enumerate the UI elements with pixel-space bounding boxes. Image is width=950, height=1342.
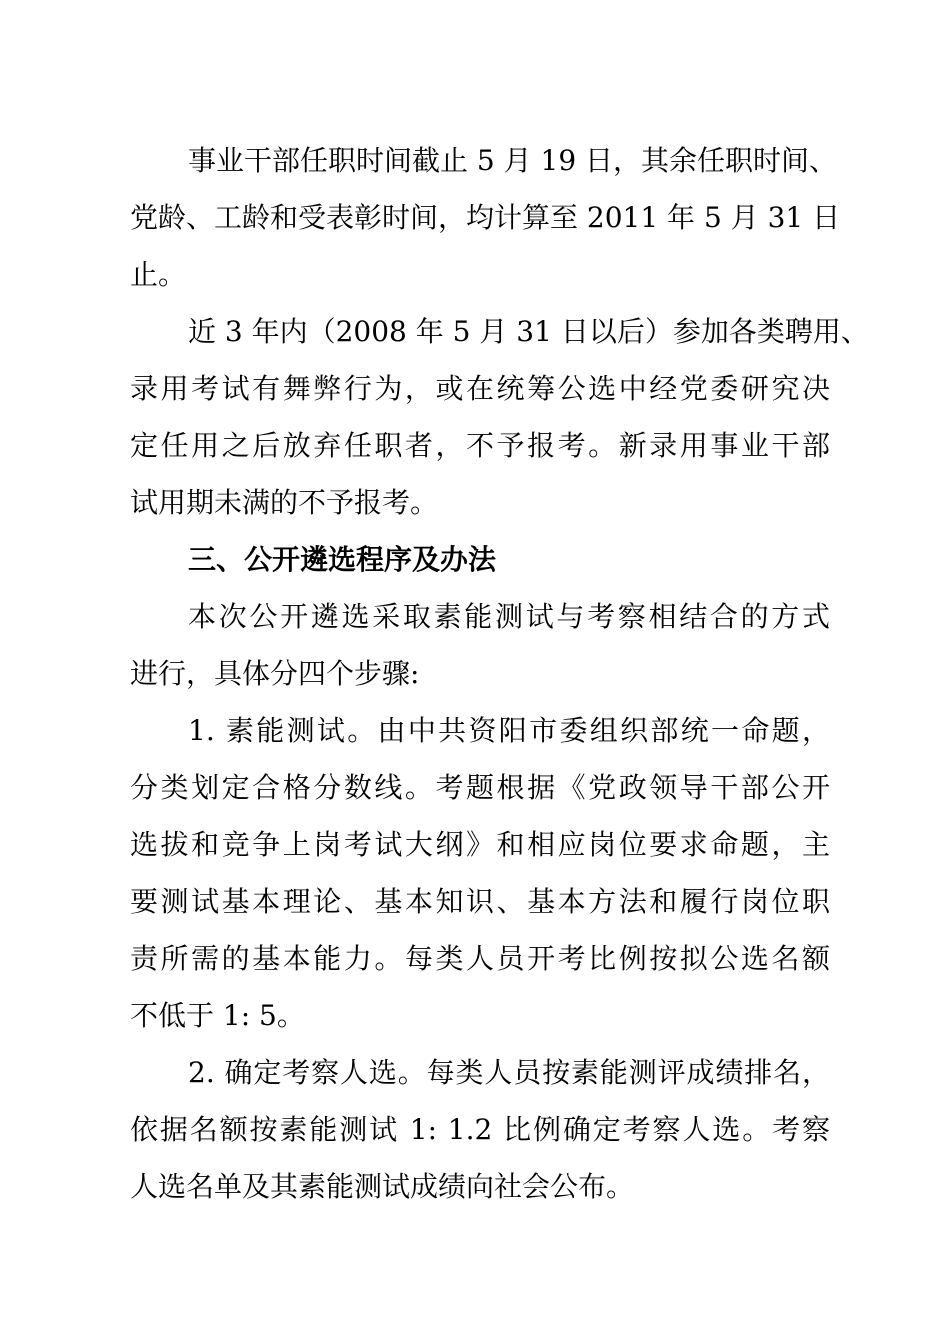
paragraph-1-line-2: 党龄、工龄和受表彰时间，均计算至 2011 年 5 月 31 日: [130, 201, 841, 234]
paragraph-4-line-5: 责所需的基本能力。每类人员开考比例按拟公选名额: [130, 942, 830, 975]
paragraph-5-line-2: 依据名额按素能测试 1: 1.2 比例确定考察人选。考察: [130, 1113, 830, 1146]
paragraph-5-line-3: 人选名单及其素能测试成绩向社会公布。: [130, 1170, 635, 1203]
paragraph-3-line-1: 本次公开遴选采取素能测试与考察相结合的方式: [188, 600, 830, 633]
paragraph-2-line-2: 录用考试有舞弊行为，或在统筹公选中经党委研究决: [130, 372, 830, 405]
section-heading: 三、公开遴选程序及办法: [188, 543, 497, 576]
paragraph-4-line-4: 要测试基本理论、基本知识、基本方法和履行岗位职: [130, 885, 830, 918]
paragraph-3-line-2: 进行，具体分四个步骤:: [130, 657, 420, 690]
paragraph-4-line-1: 1. 素能测试。由中共资阳市委组织部统一命题，: [188, 714, 830, 747]
paragraph-4-line-6: 不低于 1: 5。: [130, 999, 305, 1032]
paragraph-4-line-3: 选拔和竞争上岗考试大纲》和相应岗位要求命题，主: [130, 828, 830, 861]
paragraph-2-line-4: 试用期未满的不予报考。: [130, 486, 439, 519]
paragraph-1-line-1: 事业干部任职时间截止 5 月 19 日，其余任职时间、: [188, 144, 838, 177]
paragraph-5-line-1: 2. 确定考察人选。每类人员按素能测评成绩排名，: [188, 1056, 830, 1089]
paragraph-1-line-3: 止。: [130, 258, 187, 291]
paragraph-2-line-3: 定任用之后放弃任职者，不予报考。新录用事业干部: [130, 429, 830, 462]
paragraph-2-line-1: 近 3 年内（2008 年 5 月 31 日以后）参加各类聘用、: [188, 315, 869, 348]
paragraph-4-line-2: 分类划定合格分数线。考题根据《党政领导干部公开: [130, 771, 830, 804]
